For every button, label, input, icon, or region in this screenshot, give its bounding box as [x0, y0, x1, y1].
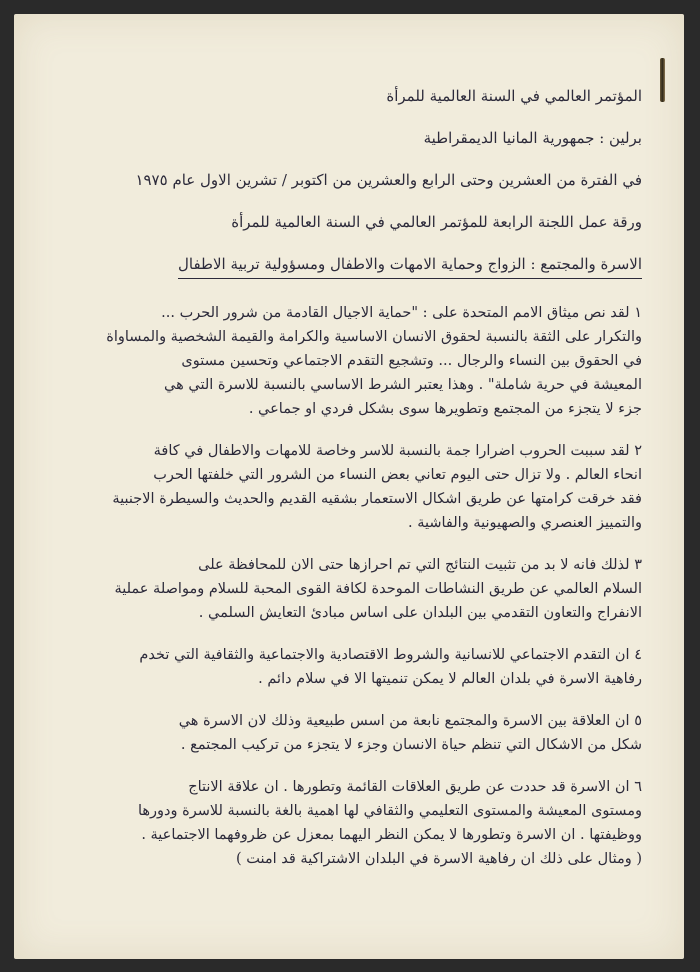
paragraph-line: رفاهية الاسرة في بلدان العالم لا يمكن تنميتها الا في سلام دائم .: [258, 671, 642, 687]
paragraph-2: [78, 439, 642, 535]
paragraph-line: السلام العالمي عن طريق النشاطات الموحدة لكافة القوى المحبة للسلام ومواصلة عملية: [114, 581, 642, 597]
paragraph-line: ١ لقد نص ميثاق الامم المتحدة على : "حماية الاجيال القادمة من شرور الحرب ...: [161, 305, 642, 321]
paragraph-line: شكل من الاشكال التي تنظم حياة الانسان وجزء لا يتجزء من تركيب المجتمع .: [180, 737, 642, 753]
paragraph-line: انحاء العالم . ولا تزال حتى اليوم تعاني بعض النساء من الشرور التي خلفتها الحرب: [153, 467, 642, 483]
conference-dates: في الفترة من العشرين وحتى الرابع والعشرين من اكتوبر / تشرين الاول عام ١٩٧٥: [135, 171, 642, 189]
paragraph-line: ٤ ان التقدم الاجتماعي للانسانية والشروط الاقتصادية والاجتماعية والثقافية التي تخدم: [139, 647, 642, 663]
paragraph-line: ٢ لقد سببت الحروب اضرارا جمة بالنسبة للاسر وخاصة للامهات والاطفال في كافة: [153, 443, 642, 459]
paragraph-line: ووظيفتها . ان الاسرة وتطورها لا يمكن النظر اليهما بمعزل عن ظروفهما الاجتماعية .: [141, 827, 642, 843]
subject-heading: الاسرة والمجتمع : الزواج وحماية الامهات والاطفال ومسؤولية تربية الاطفال: [178, 252, 642, 279]
paragraph-line: ومستوى المعيشة والمستوى التعليمي والثقافي لها اهمية بالغة بالنسبة للاسرة ودورها: [137, 803, 642, 819]
paragraph-line: في الحقوق بين النساء والرجال ... وتشجيع التقدم الاجتماعي وتحسين مستوى: [181, 353, 642, 369]
paragraph-line: جزء لا يتجزء من المجتمع وتطويرها سوى بشكل فردي او جماعي .: [248, 401, 642, 417]
paragraph-line: والتمييز العنصري والصهيونية والفاشية .: [407, 515, 642, 531]
paragraph-1: [78, 301, 642, 421]
paragraph-5: [78, 709, 642, 757]
paragraph-line: المعيشة في حرية شاملة" . وهذا يعتبر الشرط الاساسي بالنسبة للاسرة التي هي: [164, 377, 642, 393]
working-paper-title: ورقة عمل اللجنة الرابعة للمؤتمر العالمي في السنة العالمية للمرأة: [231, 213, 642, 231]
document-body: [78, 84, 642, 889]
paragraph-6: [78, 775, 642, 871]
paragraph-line: فقد خرقت كرامتها عن طريق اشكال الاستعمار بشقيه القديم والحديث والسيطرة الاجنبية: [112, 491, 642, 507]
paragraph-line: ٦ ان الاسرة قد حددت عن طريق العلاقات القائمة وتطورها . ان علاقة الانتاج: [188, 779, 642, 795]
paragraph-3: [78, 553, 642, 625]
paragraph-line: ٣ لذلك فانه لا بد من تثبيت النتائج التي تم احرازها حتى الان للمحافظة على: [198, 557, 642, 573]
paragraph-4: [78, 643, 642, 691]
staple-mark: [660, 58, 665, 102]
paragraph-line: ٥ ان العلاقة بين الاسرة والمجتمع نابعة من اسس طبيعية وذلك لان الاسرة هي: [178, 713, 642, 729]
subject-line-wrapper: [78, 252, 642, 279]
conference-location: برلين : جمهورية المانيا الديمقراطية: [423, 129, 642, 147]
conference-title: المؤتمر العالمي في السنة العالمية للمرأة: [386, 87, 642, 105]
paragraph-line: الانفراج والتعاون التقدمي بين البلدان على اساس مبادئ التعايش السلمي .: [198, 605, 642, 621]
paragraph-line: ( ومثال على ذلك ان رفاهية الاسرة في البلدان الاشتراكية قد امنت ): [235, 851, 642, 867]
paragraph-line: والتكرار على الثقة بالنسبة لحقوق الانسان الاساسية والكرامة والقيمة الشخصية والمساواة: [106, 329, 642, 345]
